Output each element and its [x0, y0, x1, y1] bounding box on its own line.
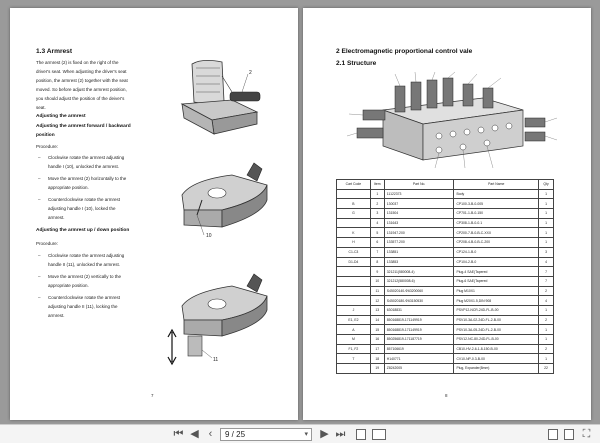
table-row	[337, 286, 554, 296]
table-cell: B	[337, 199, 371, 209]
table-cell: A	[337, 325, 371, 335]
table-cell: 18	[370, 354, 384, 364]
column-header: Part Name	[454, 180, 539, 190]
table-cell: 1	[539, 354, 554, 364]
step-line: appropriate position.	[48, 185, 89, 190]
table-cell: 11122373	[384, 189, 454, 199]
table-row	[337, 296, 554, 306]
right-page	[303, 8, 591, 420]
table-cell: CB10-HV-2-6-1-8-150-B-00	[454, 344, 539, 354]
table-cell: PSV12-NC-80-24D-FL-B-00	[454, 335, 539, 345]
step-item: – Counterclockwise rotate the armrest adjusting handle II (11), locking the armrest.	[38, 295, 121, 318]
table-cell: S45020180-Φ63150530	[384, 296, 454, 306]
step-line: appropriate position.	[48, 283, 89, 288]
intro-line: driver's seat. When adjusting the driver's seat	[36, 69, 127, 74]
table-cell: 133853	[384, 257, 454, 267]
armrest-handle-updown-figure	[162, 270, 277, 368]
table-cell	[337, 189, 371, 199]
first-page-icon[interactable]: ⏮	[173, 428, 184, 440]
table-cell	[337, 296, 371, 306]
step-item: – Clockwise rotate the armrest adjusting handle I (10), unlocked the armrest.	[38, 155, 125, 169]
table-cell: 10	[370, 276, 384, 286]
table-cell: K	[337, 228, 371, 238]
table-row	[337, 218, 554, 228]
step-line: Move the armrest (2) vertically to the	[48, 274, 122, 279]
step-line: armrest.	[48, 313, 65, 318]
intro-line: you should adjust the position of the deiver's	[36, 96, 125, 101]
table-cell: 850256819-171187719	[384, 335, 454, 345]
table-row	[337, 267, 554, 277]
table-cell: 6	[370, 238, 384, 248]
table-row	[337, 209, 554, 219]
table-cell: 17	[370, 344, 384, 354]
table-cell: Plug-4 SAE(Tapered	[454, 267, 539, 277]
callout-label: 2	[249, 70, 252, 76]
table-cell: 4	[370, 218, 384, 228]
up-down-heading: Adjusting the armrest up / down position	[36, 228, 130, 233]
table-cell: 1	[370, 189, 384, 199]
table-cell: 1	[539, 218, 554, 228]
column-header: Cart Code	[337, 180, 371, 190]
table-cell: CP100-3-B-0-005	[454, 199, 539, 209]
valve-block-figure	[343, 70, 563, 175]
table-cell: 3	[370, 209, 384, 219]
table-row	[337, 238, 554, 248]
page-number: 8	[445, 393, 448, 398]
table-cell: 7	[539, 276, 554, 286]
step-line: adjusting handle I (10), locked the	[48, 206, 116, 211]
column-header: Qty	[539, 180, 554, 190]
table-cell: Body	[454, 189, 539, 199]
fullscreen-icon[interactable]: ⛶	[582, 428, 591, 440]
page-number: 7	[151, 393, 154, 398]
table-cell: 1	[539, 335, 554, 345]
chevron-down-icon: ▾	[304, 431, 308, 438]
table-cell: 7	[539, 267, 554, 277]
intro-line: The armrest (2) is fixed on the right of the	[36, 60, 119, 65]
continuous-view-icon[interactable]	[548, 429, 558, 440]
heading-line: Adjusting the armrest forward / backward	[36, 124, 131, 129]
table-cell: 19	[370, 364, 384, 374]
step-line: Counterclockwise rotate the armrest	[48, 197, 121, 202]
table-cell: E1, E2	[337, 315, 371, 325]
step-line: Clockwise rotate the armrest adjusting	[48, 253, 125, 258]
table-row	[337, 364, 554, 374]
table-cell: 8	[370, 257, 384, 267]
table-cell: 321212(580008-6)	[384, 276, 454, 286]
table-cell: 9	[370, 267, 384, 277]
table-cell: 5	[370, 228, 384, 238]
table-cell: T	[337, 354, 371, 364]
step-item: – Move the armrest (2) horizontally to the appropriate position.	[38, 176, 127, 190]
step-line: Counterclockwise rotate the armrest	[48, 295, 121, 300]
table-cell: 131947.200	[384, 228, 454, 238]
table-cell: CP124-1-B-0	[454, 247, 539, 257]
table-cell	[337, 276, 371, 286]
table-cell: 133851	[384, 247, 454, 257]
table-cell: 7	[370, 247, 384, 257]
heading-line: position	[36, 133, 55, 138]
step-line: Clockwise rotate the armrest adjusting	[48, 155, 125, 160]
table-row	[337, 354, 554, 364]
table-cell: 1	[539, 189, 554, 199]
table-cell: J	[337, 305, 371, 315]
page-number-field[interactable]	[220, 428, 312, 441]
table-cell: 13	[370, 305, 384, 315]
table-row	[337, 344, 554, 354]
table-row	[337, 199, 554, 209]
table-cell: 133577.200	[384, 238, 454, 248]
table-cell: CV10-NP-0.3-B-00	[454, 354, 539, 364]
section-title-armrest: 1.3 Armrest	[36, 48, 73, 55]
table-cell: 16	[370, 335, 384, 345]
table-cell: PSV10-3A-02-24D-FL-2-B-00	[454, 315, 539, 325]
table-cell: PSV10-3A-05-24D-FL-2-B-00	[454, 325, 539, 335]
table-cell: 3	[539, 247, 554, 257]
table-header-row	[337, 180, 554, 190]
table-cell: 2	[539, 315, 554, 325]
table-cell: F1, F2	[337, 344, 371, 354]
left-page	[10, 8, 298, 420]
table-row	[337, 305, 554, 315]
table-cell: 1	[539, 325, 554, 335]
table-cell: Plug M20X1.5,DIN 908	[454, 296, 539, 306]
table-cell: 131504	[384, 209, 454, 219]
intro-line: seat.	[36, 105, 46, 110]
table-row	[337, 247, 554, 257]
table-cell: 4	[539, 296, 554, 306]
single-page-view-icon[interactable]	[356, 429, 366, 440]
parts-table	[336, 179, 554, 374]
table-row	[337, 228, 554, 238]
table-cell: 2	[370, 199, 384, 209]
table-cell: S45020140-Φ63200060	[384, 286, 454, 296]
table-cell: 1	[539, 238, 554, 248]
table-cell: CP208-4-B-0-B-C-200	[454, 238, 539, 248]
table-cell: CP104-2-B-0	[454, 257, 539, 267]
intro-line: moved. So before adjust the armrest position,	[36, 87, 127, 92]
step-line: Move the armrest (2) horizontally to the	[48, 176, 127, 181]
table-cell: M	[337, 335, 371, 345]
seat-armrest-figure	[162, 56, 277, 146]
page-number-value: 9 / 25	[225, 430, 246, 439]
table-cell: 4	[539, 257, 554, 267]
table-cell: 321211(580008-4)	[384, 267, 454, 277]
procedure-label-2: Procedure:	[36, 241, 59, 246]
table-cell: 850168819-171149919	[384, 325, 454, 335]
callout-label: 10	[206, 233, 212, 239]
table-cell: C1-C3	[337, 247, 371, 257]
next-page-icon[interactable]: ▶	[320, 428, 329, 440]
table-row	[337, 257, 554, 267]
viewer-toolbar	[0, 424, 600, 443]
step-line: adjusting handle II (11), locking the	[48, 304, 118, 309]
table-cell: 1	[539, 209, 554, 219]
step-item: – Counterclockwise rotate the armrest adjusting handle I (10), locked the armrest.	[38, 197, 121, 220]
table-cell: Z8242005	[384, 364, 454, 374]
table-cell: 63018831	[384, 305, 454, 315]
table-cell: Plug-6 SAE(Tapered	[454, 276, 539, 286]
armrest-handle-forward-figure	[162, 155, 277, 245]
table-cell: G	[337, 209, 371, 219]
forward-backward-heading	[36, 122, 131, 140]
table-cell: H140771	[384, 354, 454, 364]
previous-page-alt-icon[interactable]: ‹	[208, 428, 213, 440]
column-header: Part No.	[384, 180, 454, 190]
table-row	[337, 335, 554, 345]
last-page-icon[interactable]: ⏭	[335, 428, 346, 440]
two-page-view-icon[interactable]	[372, 429, 386, 440]
step-line: handle I (10), unlocked the armrest.	[48, 164, 120, 169]
table-cell: CP701-1-B-0-150	[454, 209, 539, 219]
table-cell: 15	[370, 325, 384, 335]
intro-line: position, the armrest (2) together with the seat	[36, 78, 128, 83]
table-cell: 14	[370, 315, 384, 325]
table-cell: 22	[539, 364, 554, 374]
table-cell: 1	[539, 228, 554, 238]
step-line: armrest.	[48, 215, 65, 220]
table-cell: 12	[370, 296, 384, 306]
table-cell: 2	[539, 286, 554, 296]
table-row	[337, 325, 554, 335]
table-row	[337, 315, 554, 325]
table-cell	[337, 364, 371, 374]
table-cell: CP308-1-B-0-0.1	[454, 218, 539, 228]
table-row	[337, 276, 554, 286]
chapter-title: 2 Electromagnetic proportional control vale	[336, 48, 473, 55]
adjusting-heading: Adjusting the armrest	[36, 114, 86, 119]
grid-view-icon[interactable]	[564, 429, 574, 440]
table-cell: 857106619	[384, 344, 454, 354]
intro-paragraph	[36, 58, 128, 112]
table-cell: 1	[539, 199, 554, 209]
table-cell	[337, 218, 371, 228]
section-title-structure: 2.1 Structure	[336, 60, 377, 67]
table-cell: D1-D4	[337, 257, 371, 267]
table-cell: 131643	[384, 218, 454, 228]
table-cell: PSVP12-NCR-24D-FL-B-00	[454, 305, 539, 315]
table-cell: Plug, Expander(8mm)	[454, 364, 539, 374]
table-cell: 1	[539, 305, 554, 315]
table-row	[337, 189, 554, 199]
table-cell: Plug M10X1	[454, 286, 539, 296]
table-cell: CP200-7-B-0-B-C-XXX	[454, 228, 539, 238]
callout-label: 11	[213, 357, 219, 363]
step-item: – Move the armrest (2) vertically to the appropriate position.	[38, 274, 122, 288]
table-cell: 850168819-171149919	[384, 315, 454, 325]
table-cell	[337, 286, 371, 296]
table-cell: 2	[539, 344, 554, 354]
table-cell: 130037	[384, 199, 454, 209]
table-cell: H	[337, 238, 371, 248]
step-item: – Clockwise rotate the armrest adjusting handle II (11), unlocked the armrest.	[38, 253, 125, 267]
step-line: handle II (11), unlocked the armrest.	[48, 262, 120, 267]
table-cell: 11	[370, 286, 384, 296]
column-header: Item	[370, 180, 384, 190]
previous-page-icon[interactable]: ◀	[190, 428, 199, 440]
table-cell	[337, 267, 371, 277]
procedure-label-1: Procedure:	[36, 144, 59, 149]
